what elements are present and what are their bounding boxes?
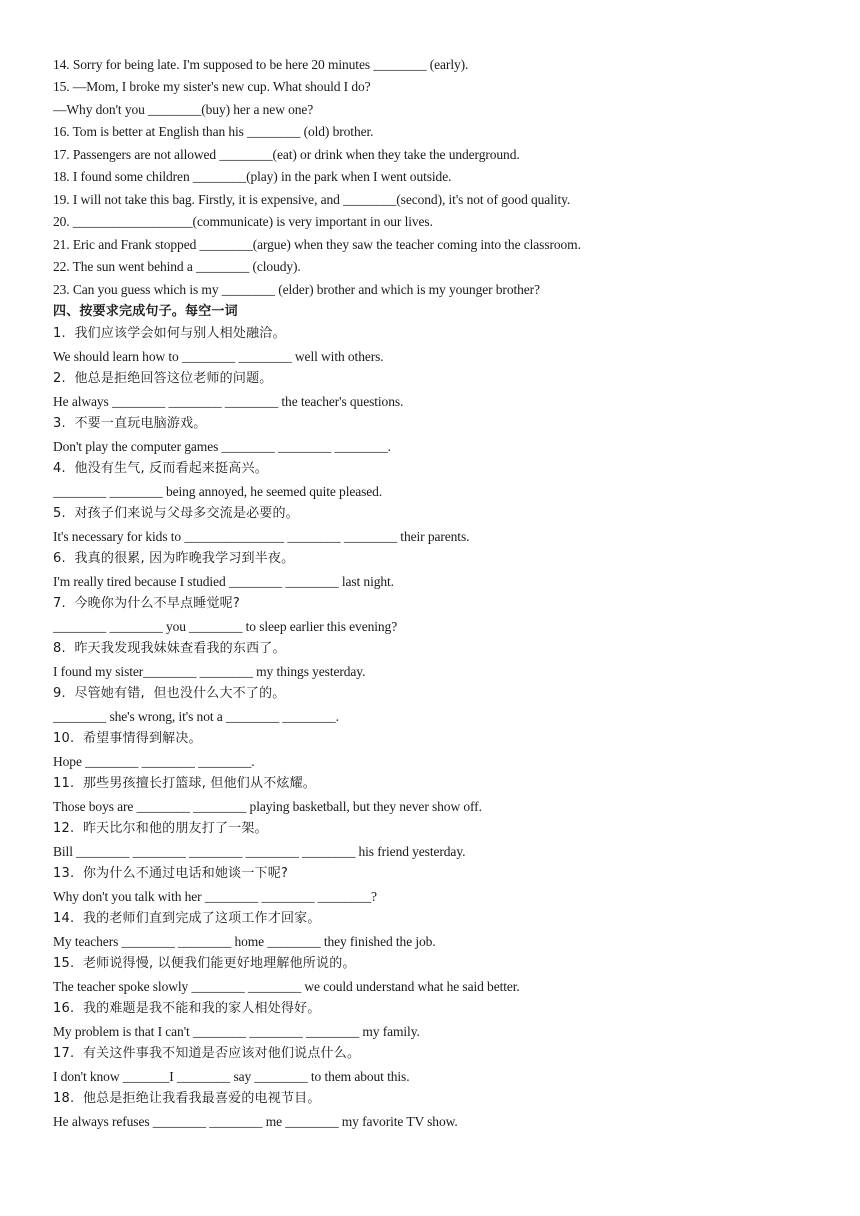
text-line: 4. 他没有生气, 反而看起来挺高兴。 (53, 461, 268, 476)
text-line: I found my sister________ ________ my things yesterday. (53, 664, 366, 679)
text-line: Don't play the computer games ________ ________ ________. (53, 439, 391, 454)
text-line: Why don't you talk with her ________ ________ ________? (53, 889, 377, 904)
text-line: 10. 希望事情得到解决。 (53, 731, 202, 746)
text-line: We should learn how to ________ ________ well with others. (53, 349, 384, 364)
text-line: Hope ________ ________ ________. (53, 754, 255, 769)
text-line: Those boys are ________ ________ playing basketball, but they never show off. (53, 799, 482, 814)
text-line: —Why don't you ________(buy) her a new one? (53, 102, 314, 117)
text-line: 9. 尽管她有错, 但也没什么大不了的。 (53, 686, 286, 701)
text-line: ________ ________ being annoyed, he seemed quite pleased. (53, 484, 383, 499)
section-heading: 四、按要求完成句子。每空一词 (53, 304, 238, 319)
text-line: 18. 他总是拒绝让我看我最喜爱的电视节目。 (53, 1091, 321, 1106)
text-line: 12. 昨天比尔和他的朋友打了一架。 (53, 821, 268, 836)
text-line: 21. Eric and Frank stopped ________(argue) when they saw the teacher coming into the classroom. (53, 237, 581, 252)
text-line: 3. 不要一直玩电脑游戏。 (53, 416, 207, 431)
text-line: I'm really tired because I studied ________ ________ last night. (53, 574, 394, 589)
text-line: 17. Passengers are not allowed ________(eat) or drink when they take the underground. (53, 147, 520, 162)
text-line: 6. 我真的很累, 因为昨晚我学习到半夜。 (53, 551, 295, 566)
text-line: ________ she's wrong, it's not a ________ ________. (53, 709, 339, 724)
text-line: 14. Sorry for being late. I'm supposed to be here 20 minutes ________ (early). (53, 57, 469, 72)
text-line: 15. —Mom, I broke my sister's new cup. What should I do? (53, 79, 371, 94)
text-line: My teachers ________ ________ home ________ they finished the job. (53, 934, 436, 949)
text-line: He always ________ ________ ________ the teacher's questions. (53, 394, 404, 409)
text-line: 8. 昨天我发现我妹妹查看我的东西了。 (53, 641, 286, 656)
text-line: 2. 他总是拒绝回答这位老师的问题。 (53, 371, 273, 386)
text-line: 20. __________________(communicate) is very important in our lives. (53, 214, 433, 229)
text-line: ________ ________ you ________ to sleep earlier this evening? (53, 619, 398, 634)
text-line: 16. 我的难题是我不能和我的家人相处得好。 (53, 1001, 321, 1016)
text-line: 18. I found some children ________(play) in the park when I went outside. (53, 169, 452, 184)
text-line: 5. 对孩子们来说与父母多交流是必要的。 (53, 506, 299, 521)
text-line: My problem is that I can't ________ ________ ________ my family. (53, 1024, 420, 1039)
text-line: Bill ________ ________ ________ ________ ________ his friend yesterday. (53, 844, 466, 859)
text-line: 16. Tom is better at English than his ________ (old) brother. (53, 124, 374, 139)
text-line: 14. 我的老师们直到完成了这项工作才回家。 (53, 911, 321, 926)
text-line: 11. 那些男孩擅长打篮球, 但他们从不炫耀。 (53, 776, 317, 791)
text-line: 22. The sun went behind a ________ (cloudy). (53, 259, 301, 274)
text-line: He always refuses ________ ________ me ________ my favorite TV show. (53, 1114, 458, 1129)
text-line: 19. I will not take this bag. Firstly, it is expensive, and ________(second), it's not of good quality. (53, 192, 571, 207)
text-line: 15. 老师说得慢, 以便我们能更好地理解他所说的。 (53, 956, 356, 971)
text-line: The teacher spoke slowly ________ ________ we could understand what he said better. (53, 979, 520, 994)
text-line: 13. 你为什么不通过电话和她谈一下呢? (53, 866, 289, 881)
text-line: 23. Can you guess which is my ________ (elder) brother and which is my younger brother? (53, 282, 540, 297)
text-line: It's necessary for kids to _______________ ________ ________ their parents. (53, 529, 470, 544)
text-line: 7. 今晚你为什么不早点睡觉呢? (53, 596, 240, 611)
text-line: 17. 有关这件事我不知道是否应该对他们说点什么。 (53, 1046, 361, 1061)
text-line: I don't know _______I ________ say ________ to them about this. (53, 1069, 410, 1084)
text-line: 1. 我们应该学会如何与别人相处融洽。 (53, 326, 286, 341)
